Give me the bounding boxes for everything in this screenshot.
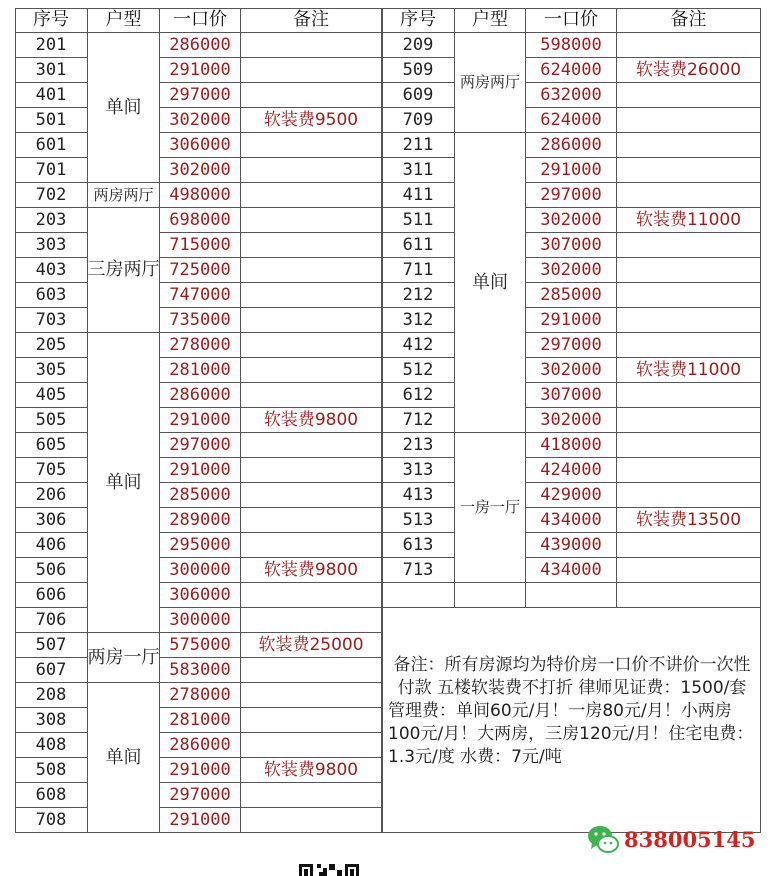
left-row-number: 701 [15, 158, 88, 183]
left-row-number: 708 [15, 808, 88, 833]
left-row-number: 608 [15, 783, 88, 808]
left-row-price: 498000 [160, 183, 241, 208]
remark-box [382, 608, 761, 833]
right-row-number: 209 [382, 33, 455, 58]
left-row-note [241, 58, 382, 83]
remark-fees: 管理费：单间60元/月！一房80元/月！小两房100元/月！大两房，三房120元/月！住宅电费：1.3元/度 水费：7元/吨 [388, 701, 754, 767]
left-row-price: 297000 [160, 83, 241, 108]
left-row-number: 603 [15, 283, 88, 308]
right-row-note [617, 408, 761, 433]
left-row-number: 505 [15, 408, 88, 433]
right-row-price: 285000 [526, 283, 617, 308]
left-row-price: 286000 [160, 733, 241, 758]
right-row-price: 624000 [526, 108, 617, 133]
left-row-price: 291000 [160, 758, 241, 783]
left-row-price: 286000 [160, 383, 241, 408]
left-row-note: 软装费9800 [241, 758, 382, 783]
right-row-price: 434000 [526, 508, 617, 533]
contact-info [586, 822, 756, 856]
left-row-price: 747000 [160, 283, 241, 308]
contact-number: 838005145 [624, 826, 756, 852]
left-row-number: 305 [15, 358, 88, 383]
left-row-number: 506 [15, 558, 88, 583]
right-row-price: 291000 [526, 158, 617, 183]
right-row-price: 307000 [526, 233, 617, 258]
right-row-number: 611 [382, 233, 455, 258]
right-row-number: 509 [382, 58, 455, 83]
right-row-price: 286000 [526, 133, 617, 158]
left-row-price: 281000 [160, 358, 241, 383]
left-row-number: 405 [15, 383, 88, 408]
right-row-number: 511 [382, 208, 455, 233]
right-row-note: 软装费26000 [617, 58, 761, 83]
right-row-note: 软装费13500 [617, 508, 761, 533]
right-row-price: 632000 [526, 83, 617, 108]
left-row-number: 705 [15, 458, 88, 483]
left-row-price: 297000 [160, 783, 241, 808]
right-unit-type [455, 583, 526, 608]
right-row-note [617, 583, 761, 608]
header-no-left: 序号 [15, 8, 88, 33]
right-row-note: 软装费11000 [617, 358, 761, 383]
right-row-number: 609 [382, 83, 455, 108]
left-row-note [241, 258, 382, 283]
right-row-note [617, 333, 761, 358]
left-row-number: 501 [15, 108, 88, 133]
left-row-note [241, 458, 382, 483]
left-row-number: 303 [15, 233, 88, 258]
left-row-note [241, 83, 382, 108]
right-row-number: 712 [382, 408, 455, 433]
right-row-price [526, 583, 617, 608]
right-row-note [617, 33, 761, 58]
left-row-note [241, 808, 382, 833]
right-row-price: 302000 [526, 358, 617, 383]
header-type-right: 户型 [455, 8, 526, 33]
remark-terms: 备注：所有房源均为特价房一口价不讲价一次性付款 五楼软装费不打折 律师见证费：1500/套 [393, 655, 751, 698]
right-row-note [617, 233, 761, 258]
right-row-price: 624000 [526, 58, 617, 83]
left-row-price: 285000 [160, 483, 241, 508]
right-row-number: 313 [382, 458, 455, 483]
left-row-number: 401 [15, 83, 88, 108]
left-row-number: 702 [15, 183, 88, 208]
right-row-price: 297000 [526, 183, 617, 208]
left-row-number: 507 [15, 633, 88, 658]
left-row-price: 715000 [160, 233, 241, 258]
left-row-number: 201 [15, 33, 88, 58]
right-row-number: 612 [382, 383, 455, 408]
left-unit-type: 三房两厅 [88, 208, 160, 333]
right-row-number: 713 [382, 558, 455, 583]
left-row-price: 286000 [160, 33, 241, 58]
right-row-note [617, 458, 761, 483]
right-row-price: 439000 [526, 533, 617, 558]
right-row-note [617, 433, 761, 458]
right-row-number: 212 [382, 283, 455, 308]
left-row-number: 408 [15, 733, 88, 758]
left-row-price: 735000 [160, 308, 241, 333]
right-row-number: 613 [382, 533, 455, 558]
left-row-number: 601 [15, 133, 88, 158]
left-row-number: 208 [15, 683, 88, 708]
left-row-number: 205 [15, 333, 88, 358]
right-row-number: 513 [382, 508, 455, 533]
left-row-price: 278000 [160, 683, 241, 708]
right-row-number: 211 [382, 133, 455, 158]
right-row-price: 297000 [526, 333, 617, 358]
right-unit-type: 一房一厅 [455, 433, 526, 583]
left-row-price: 291000 [160, 458, 241, 483]
right-row-number: 512 [382, 358, 455, 383]
left-row-number: 703 [15, 308, 88, 333]
left-row-price: 725000 [160, 258, 241, 283]
left-unit-type: 单间 [88, 333, 160, 633]
left-row-note [241, 783, 382, 808]
left-row-note [241, 608, 382, 633]
left-row-price: 300000 [160, 558, 241, 583]
wechat-icon [586, 822, 620, 856]
left-row-note [241, 358, 382, 383]
left-row-note: 软装费9800 [241, 558, 382, 583]
right-row-price: 307000 [526, 383, 617, 408]
left-row-price: 698000 [160, 208, 241, 233]
left-row-note [241, 383, 382, 408]
right-row-number: 213 [382, 433, 455, 458]
left-row-note [241, 533, 382, 558]
qr-code-fragment [299, 862, 359, 876]
left-row-price: 300000 [160, 608, 241, 633]
left-row-note [241, 183, 382, 208]
left-row-note: 软装费9800 [241, 408, 382, 433]
right-row-number [382, 583, 455, 608]
left-row-note [241, 583, 382, 608]
right-row-note [617, 483, 761, 508]
right-row-number: 711 [382, 258, 455, 283]
right-row-price: 424000 [526, 458, 617, 483]
left-row-note [241, 683, 382, 708]
header-price-left: 一口价 [160, 8, 241, 33]
right-row-note [617, 558, 761, 583]
left-row-note [241, 133, 382, 158]
right-row-number: 311 [382, 158, 455, 183]
left-row-note [241, 233, 382, 258]
left-row-price: 291000 [160, 58, 241, 83]
right-row-price: 291000 [526, 308, 617, 333]
left-row-note [241, 733, 382, 758]
left-row-note [241, 483, 382, 508]
left-row-note [241, 708, 382, 733]
left-row-note [241, 33, 382, 58]
header-price-right: 一口价 [526, 8, 617, 33]
left-row-number: 508 [15, 758, 88, 783]
right-row-note [617, 383, 761, 408]
right-row-price: 434000 [526, 558, 617, 583]
left-row-price: 295000 [160, 533, 241, 558]
right-row-price: 302000 [526, 258, 617, 283]
right-unit-type: 两房两厅 [455, 33, 526, 133]
left-row-note [241, 333, 382, 358]
right-row-number: 709 [382, 108, 455, 133]
right-row-note [617, 283, 761, 308]
right-row-price: 418000 [526, 433, 617, 458]
left-row-note: 软装费9500 [241, 108, 382, 133]
header-note-left: 备注 [241, 8, 382, 33]
left-row-price: 302000 [160, 158, 241, 183]
right-row-note [617, 158, 761, 183]
left-row-number: 605 [15, 433, 88, 458]
left-row-number: 308 [15, 708, 88, 733]
header-note-right: 备注 [617, 8, 761, 33]
right-row-note [617, 183, 761, 208]
right-row-note [617, 308, 761, 333]
left-row-price: 291000 [160, 808, 241, 833]
left-row-price: 289000 [160, 508, 241, 533]
left-row-note [241, 208, 382, 233]
left-row-note [241, 308, 382, 333]
left-row-number: 206 [15, 483, 88, 508]
right-row-note [617, 108, 761, 133]
right-unit-type: 单间 [455, 133, 526, 433]
left-row-number: 607 [15, 658, 88, 683]
left-row-note [241, 158, 382, 183]
left-row-price: 281000 [160, 708, 241, 733]
right-row-number: 412 [382, 333, 455, 358]
right-row-note [617, 83, 761, 108]
left-row-price: 306000 [160, 133, 241, 158]
header-no-right: 序号 [382, 8, 455, 33]
left-row-price: 583000 [160, 658, 241, 683]
right-row-note: 软装费11000 [617, 208, 761, 233]
left-row-number: 203 [15, 208, 88, 233]
price-table [15, 8, 761, 833]
left-row-note: 软装费25000 [241, 633, 382, 658]
left-row-number: 606 [15, 583, 88, 608]
right-row-note [617, 133, 761, 158]
right-row-price: 429000 [526, 483, 617, 508]
left-row-note [241, 433, 382, 458]
left-row-note [241, 283, 382, 308]
left-row-price: 291000 [160, 408, 241, 433]
right-row-note [617, 258, 761, 283]
left-row-price: 297000 [160, 433, 241, 458]
right-row-number: 312 [382, 308, 455, 333]
right-row-number: 411 [382, 183, 455, 208]
right-row-number: 413 [382, 483, 455, 508]
left-row-price: 575000 [160, 633, 241, 658]
left-row-note [241, 508, 382, 533]
right-row-note [617, 533, 761, 558]
left-row-price: 306000 [160, 583, 241, 608]
left-row-number: 403 [15, 258, 88, 283]
left-unit-type: 两房两厅 [88, 183, 160, 208]
left-row-note [241, 658, 382, 683]
left-unit-type: 单间 [88, 683, 160, 833]
left-unit-type: 单间 [88, 33, 160, 183]
left-unit-type: 两房一厅 [88, 633, 160, 683]
left-row-number: 306 [15, 508, 88, 533]
left-row-number: 706 [15, 608, 88, 633]
right-row-price: 302000 [526, 408, 617, 433]
right-row-price: 302000 [526, 208, 617, 233]
left-row-price: 278000 [160, 333, 241, 358]
right-row-price: 598000 [526, 33, 617, 58]
left-row-number: 406 [15, 533, 88, 558]
left-row-number: 301 [15, 58, 88, 83]
left-row-price: 302000 [160, 108, 241, 133]
header-type-left: 户型 [88, 8, 160, 33]
